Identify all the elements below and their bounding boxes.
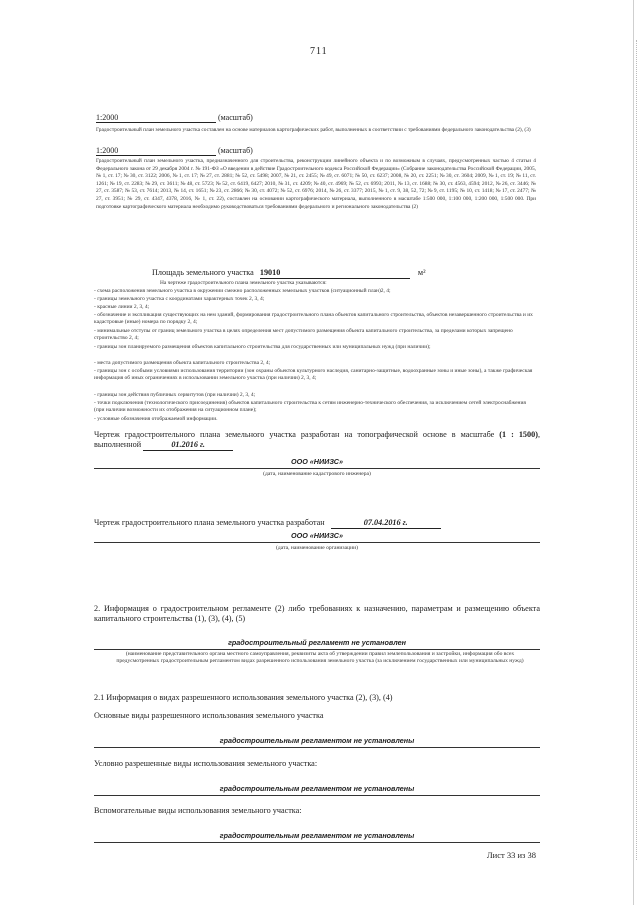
scale2-value: 1:2000 [96,146,216,156]
auxiliary-uses-label: Вспомогательные виды использования земельного участка: [94,806,302,815]
developer-text: Чертеж градостроительного плана земельного участка разработан [94,518,325,527]
drawing-item: - точки подключения (технологического присоединения) объектов капитального строительства к сетям инженерно-технического обеспечения, за исключением сетей электроснабжения (при наличии возможности их отображения на ситуационном плане); [94,400,526,414]
topo-org: ООО «НИИЗС» [291,457,343,466]
main-uses-label: Основные виды разрешенного использования земельного участка [94,711,324,720]
topo-text-a: Чертеж градостроительного плана земельного участка разработан на топографической основе в масштабе [94,430,495,439]
area-unit: м² [417,268,426,277]
drawing-item: - минимальные отступы от границ земельного участка в целях определения мест допустимого размещения объекта капитального строительства, за пределами которых запрещено строительство 2, 4; [94,328,513,342]
scale1-text: Градостроительный план земельного участка составлен на основе материалов картографических работ, выполненных в соответствии с требованиями федерального законодательства (2), (3) [96,127,531,133]
drawing-item: - красные линии 2, 3, 4; [94,304,150,310]
main-uses-line [94,747,540,748]
sheet-number: Лист 33 из 38 [486,850,536,860]
scale2-row [96,146,253,156]
topo-caption: (дата, наименование кадастрового инженера) [263,471,371,477]
drawing-item: - границы земельного участка с координатами характерных точек 2, 3, 4; [94,296,265,302]
drawing-item: - условные обозначения отображаемой информации. [94,416,218,422]
section2-heading: 2. Информация о градостроительном регламенте (2) либо требованиях к назначению, параметрам и размещению объекта капитального строительства (1), (3), (4), (5) [94,604,540,624]
scale2-text: Градостроительный план земельного участка, предназначенного для строительства, реконструкции линейного объекта и по возможным в случаях, предусмотренных частью 4 статьи 4 Федерального закона от 29 декабря 2004 г. № 191-ФЗ «О введении в действие Градостроительного кодекса Российской Федерации» (Собрание законодательства Российской Федерации, 2005, № 1, ст. 17; № 30, ст. 3122; 2006, № 1, ст. 17; № 27, ст. 2881; № 52, ст. 5498; 2007, № 21, ст. 2455; № 49, ст. 6071; № 50, ст. 6237; 2008, № 20, ст. 2251; № 30, ст. 3604; 2009, № 1, ст. 19; № 11, ст. 1261; № 19, ст. 2283; № 29, ст. 3611; № 48, ст. 5723; № 52, ст. 6419, 6427; 2010, № 31, ст. 4209; № 40, ст. 4969; № 52, ст. 6993; 2011, № 13, ст. 1688; № 30, ст. 4563, 4594; 2012, № 26, ст. 3446; № 27, ст. 3587; № 53, ст. 7614; 2013, № 14, ст. 1651; № 23, ст. 2866; № 30, ст. 4072; № 52, ст. 6976; 2014, № 26, ст. 3377; 2015, № 1, ст. 9, 38, 52, 72; № 9, ст. 1195; № 10, ст. 1418; № 17, ст. 2477; № 27, ст. 3951; № 29, ст. 4347, 4378, 2016, № 1, ст. 22), составлен на основании картографического материала, выполненного в масштабе 1:500 000, 1:100 000, 1:200 000, 1:500 000. При подготовке картографического материала необходимо руководствоваться требованиями федерального и регионального законодательства (2) [96,158,536,210]
section2-line [94,649,540,650]
section2-caption: (наименование представительного органа местного самоуправления, реквизиты акта об утверждении правил землепользования и застройки, информация обо всех предусмотренных градостроительным регламентом видах разрешенного использования земельного участка (за исключением государственных или муниципальных нужд) [116,651,524,665]
scan-edge-dotted [636,40,638,860]
topo-scale: (1 : 1500) [499,430,538,439]
drawing-item: - обозначение и экспликация существующих на нем зданий, формирования градостроительного плана объектов капитального строительства, объектов незавершенного строительства и их кадастровые (иные) номера по порядку 2, 4; [94,312,533,326]
area-label: Площадь земельного участка [152,268,254,277]
scale2-label: (масштаб) [218,146,253,155]
drawing-intro: На чертеже градостроительного плана земельного участка указываются: [160,280,327,286]
developer-caption: (дата, наименование организации) [276,545,358,551]
drawing-item: - границы зон с особыми условиями использования территории (зон охраны объектов культурного наследия, санитарно-защитные, водоохранные зоны и иные зоны), а также графическая информация об иных ограничениях в использовании земельного участка (при наличии) 2, 3, 4; [94,368,533,382]
conditional-uses-line [94,795,540,796]
scale1-row [96,113,253,123]
drawing-item: - схема расположения земельного участка в окружении смежно расположенных земельных участков (ситуационный план)2, 4; [94,288,391,294]
drawing-item: - границы зон действия публичных сервитутов (при наличии) 2, 3, 4; [94,392,256,398]
section2-value: градостроительный регламент не установлен [228,638,406,647]
topo-line [94,468,540,469]
conditional-uses-label: Условно разрешенные виды использования земельного участка: [94,759,318,768]
topo-date: 01.2016 г. [143,440,233,451]
developer-date: 07.04.2016 г. [331,518,441,529]
auxiliary-uses-line [94,842,540,843]
scan-edge [633,0,634,905]
area-value: 19010 [260,268,410,279]
developer-line [94,542,540,543]
area-row [152,268,426,279]
drawing-item: - места допустимого размещения объекта капитального строительства 2, 4; [94,360,271,366]
topo-text-b: , выполненной [94,430,540,450]
scale1-label: (масштаб) [218,113,253,122]
topo-text [94,430,540,451]
scale1-value: 1:2000 [96,113,216,123]
developer-row [94,518,441,529]
drawing-item: - границы зон планируемого размещения объектов капитального строительства для государственных или муниципальных нужд (при наличии); [94,344,431,350]
page-number: 711 [310,46,328,57]
section21-heading: 2.1 Информация о видах разрешенного использования земельного участка (2), (3), (4) [94,693,393,702]
auxiliary-uses-value: градостроительным регламентом не установлены [219,831,415,840]
main-uses-value: градостроительным регламентом не установлены [219,736,415,745]
conditional-uses-value: градостроительным регламентом не установлены [219,784,415,793]
developer-org: ООО «НИИЗС» [291,531,343,540]
